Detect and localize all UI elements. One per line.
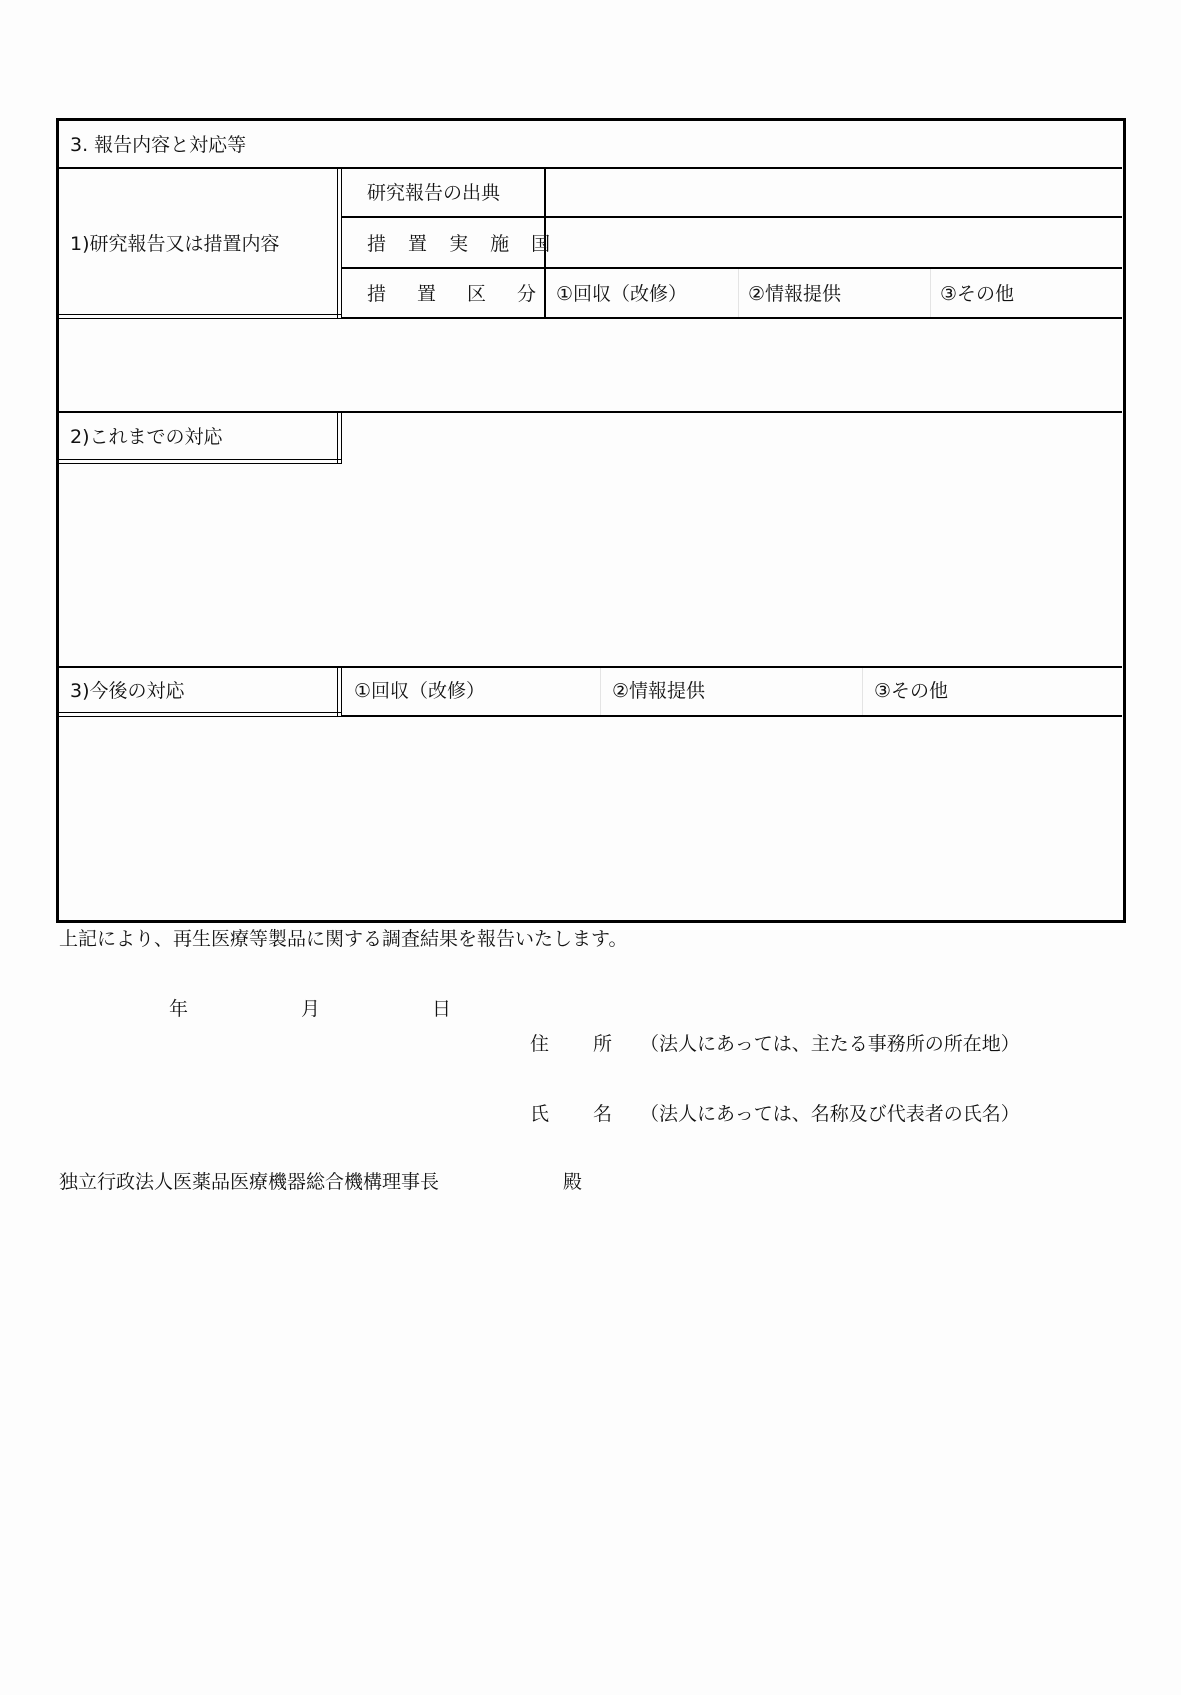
row3-label-border-bottom [57, 712, 342, 717]
row1-label: 1)研究報告又は措置内容 [70, 233, 280, 255]
row2-body[interactable] [59, 466, 1120, 664]
row3-label-border-right [337, 667, 342, 717]
row1-bottom-line [342, 317, 1122, 319]
addressee-name: 独立行政法人医薬品医療機器総合機構理事長 [59, 1171, 440, 1193]
source-label: 研究報告の出典 [367, 182, 501, 204]
country-field[interactable] [546, 218, 1120, 266]
row3-option-info[interactable]: ②情報提供 [612, 680, 706, 702]
row3-option-recall[interactable]: ①回収（改修） [354, 680, 486, 702]
row2-label-border-bottom [57, 459, 342, 464]
country-label: 措 置 実 施 国 [367, 233, 559, 255]
date-year-label: 年 [169, 998, 189, 1020]
row3-option-divider-1 [600, 668, 601, 715]
row1-option-info[interactable]: ②情報提供 [748, 283, 842, 305]
section-title: 3. 報告内容と対応等 [70, 134, 247, 156]
row1-option-recall[interactable]: ①回収（改修） [556, 283, 688, 305]
name-note: （法人にあっては、名称及び代表者の氏名） [640, 1103, 1020, 1125]
date-day-label: 日 [432, 998, 452, 1020]
name-label-1: 氏 [530, 1103, 550, 1125]
row1-label-border-bottom [57, 314, 342, 319]
row3-option-bottom [342, 715, 1122, 717]
address-label-2: 所 [593, 1033, 613, 1055]
row3-option-other[interactable]: ③その他 [874, 680, 949, 702]
row1-body-bottom [57, 411, 1122, 413]
row2-label: 2)これまでの対応 [70, 426, 223, 448]
row3-option-divider-2 [862, 668, 863, 715]
address-label-1: 住 [530, 1033, 550, 1055]
row1-body[interactable] [59, 320, 1120, 410]
report-statement: 上記により、再生医療等製品に関する調査結果を報告いたします。 [59, 928, 628, 950]
row2-label-border-right [337, 412, 342, 464]
row3-body[interactable] [59, 718, 1120, 916]
row3-label: 3)今後の対応 [70, 680, 185, 702]
field-divider-2 [342, 267, 1122, 269]
source-field[interactable] [546, 169, 1120, 215]
option-divider-1 [738, 269, 739, 317]
name-label-2: 名 [593, 1103, 613, 1125]
row1-option-other[interactable]: ③その他 [940, 283, 1015, 305]
row1-label-border-right [337, 168, 342, 319]
option-divider-2 [930, 269, 931, 317]
addressee-honorific: 殿 [563, 1171, 583, 1193]
date-month-label: 月 [301, 998, 321, 1020]
address-note: （法人にあっては、主たる事務所の所在地） [640, 1033, 1020, 1055]
row2-bottom [57, 666, 1122, 668]
category-label: 措 置 区 分 [367, 283, 543, 305]
